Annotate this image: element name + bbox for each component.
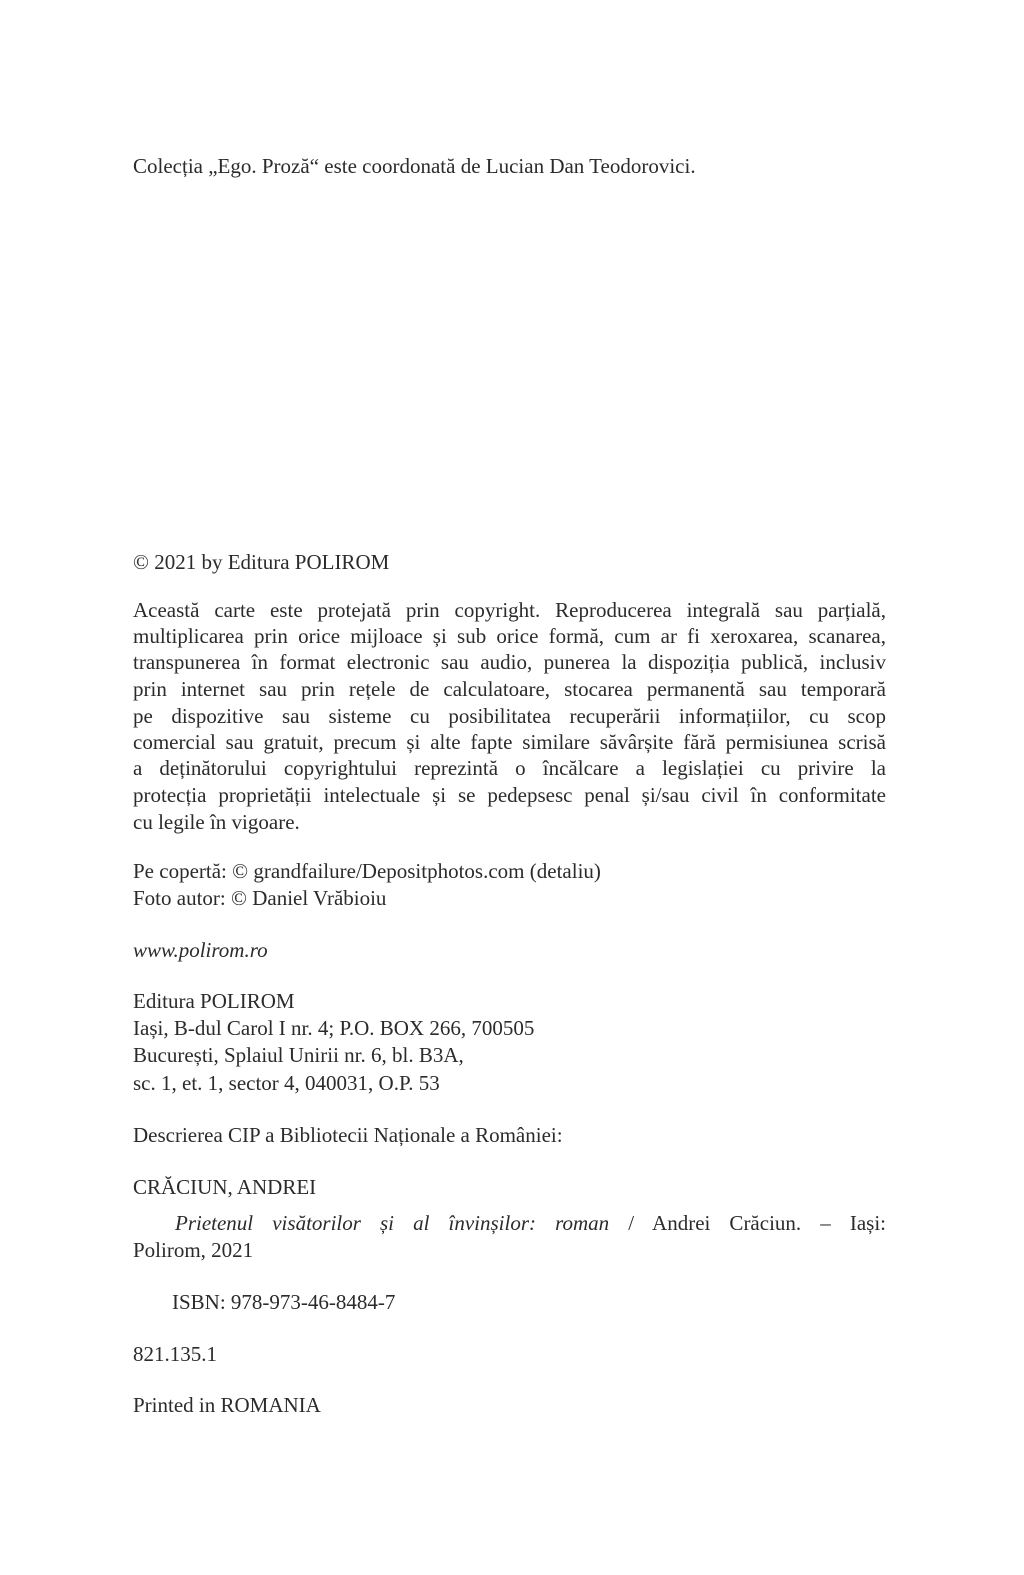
cover-credit: Pe copertă: © grandfailure/Depositphotos.com (detaliu) [133, 859, 601, 883]
publisher-address: București, Splaiul Unirii nr. 6, bl. B3A, [133, 1043, 464, 1067]
cip-title: Prietenul visătorilor și al învinșilor: roman [175, 1211, 610, 1235]
cip-heading: Descrierea CIP a Bibliotecii Naționale a României: [133, 1123, 563, 1147]
legal-line: cu legile în vigoare. [133, 810, 300, 834]
legal-line: Această carte este protejată prin copyright. Reproducerea integrală sau parțială, [133, 598, 886, 622]
legal-line: prin internet sau prin rețele de calculatoare, stocarea permanentă sau temporară [133, 677, 886, 701]
printed-in: Printed in ROMANIA [133, 1393, 321, 1417]
legal-line: multiplicarea prin orice mijloace și sub orice formă, cum ar fi xeroxarea, scanarea, [133, 624, 886, 648]
isbn: ISBN: 978-973-46-8484-7 [172, 1290, 396, 1314]
photo-credit: Foto autor: © Daniel Vrăbioiu [133, 886, 387, 910]
cip-imprint: Polirom, 2021 [133, 1238, 254, 1262]
legal-line: a deținătorului copyrightului reprezintă o încălcare a legislației cu privire la [133, 756, 886, 780]
legal-line: transpunerea în format electronic sau audio, punerea la dispoziția publică, inclusiv [133, 650, 886, 674]
legal-line: comercial sau gratuit, precum și alte fapte similare săvârșite fără permisiunea scrisă [133, 730, 886, 754]
copyright-line: © 2021 by Editura POLIROM [133, 550, 390, 574]
publisher-name: Editura POLIROM [133, 989, 295, 1013]
cip-author: CRĂCIUN, ANDREI [133, 1175, 317, 1199]
collection-note: Colecția „Ego. Proză“ este coordonată de Lucian Dan Teodorovici. [133, 154, 696, 178]
legal-line: pe dispozitive sau sisteme cu posibilitatea recuperării informațiilor, cu scop [133, 704, 886, 728]
classification: 821.135.1 [133, 1342, 217, 1366]
publisher-address: Iași, B-dul Carol I nr. 4; P.O. BOX 266, 700505 [133, 1016, 535, 1040]
cip-responsibility: / Andrei Crăciun. – Iași: [609, 1211, 886, 1235]
website-link[interactable]: www.polirom.ro [133, 938, 268, 962]
publisher-address: sc. 1, et. 1, sector 4, 040031, O.P. 53 [133, 1071, 440, 1095]
cip-title-line [175, 1210, 886, 1236]
legal-line: protecția proprietății intelectuale și se pedepsesc penal și/sau civil în conformitate [133, 783, 886, 807]
